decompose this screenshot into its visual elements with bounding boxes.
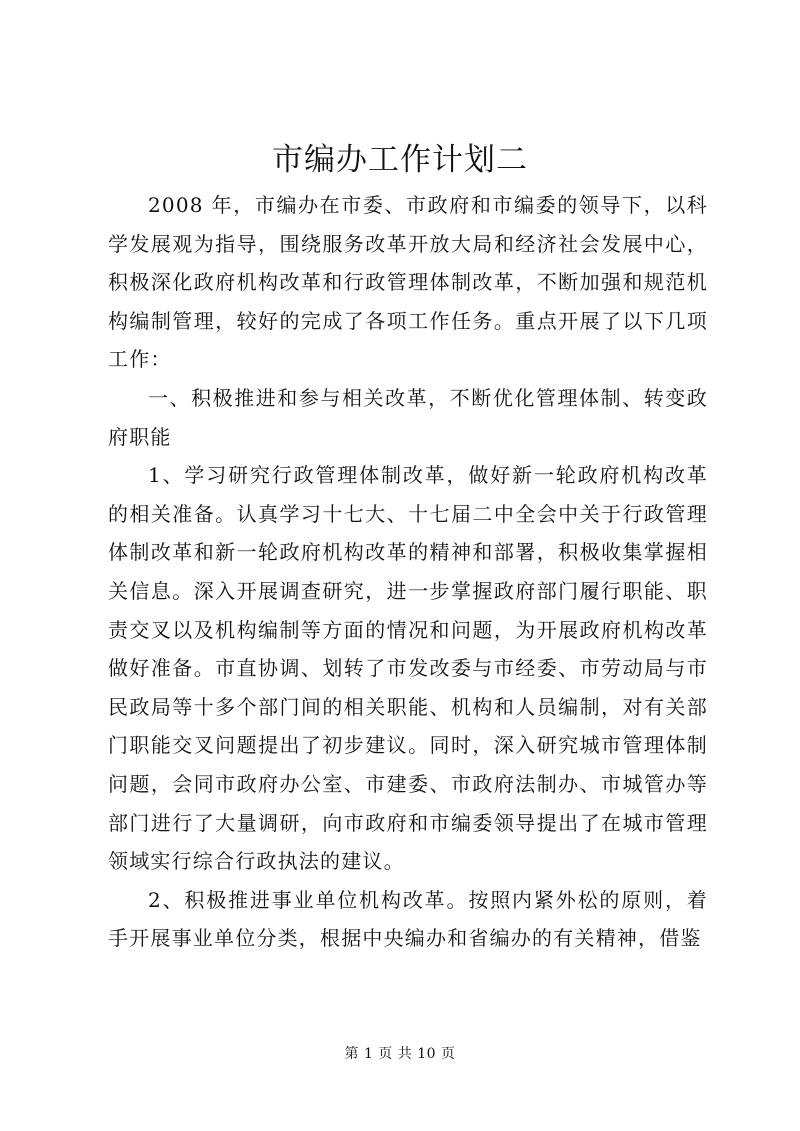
paragraph-item-1: 1、学习研究行政管理体制改革，做好新一轮政府机构改革的相关准备。认真学习十七大、十七届二中全会中关于行政管理体制改革和新一轮政府机构改革的精神和部署，积极收集掌握相关信息。深入开展调查研究，进一步掌握政府部门履行职能、职责交叉以及机构编制等方面的情况和问题，为开展政府机构改革做好准备。市直协调、划转了市发改委与市经委、市劳动局与市民政局等十多个部门间的相关职能、机构和人员编制，对有关部门职能交叉问题提出了初步建议。同时，深入研究城市管理体制问题，会同市政府办公室、市建委、市政府法制办、市城管办等部门进行了大量调研，向市政府和市编委领导提出了在城市管理领域实行综合行政执法的建议。 — [108, 463, 708, 874]
paragraph-intro: 2008 年，市编办在市委、市政府和市编委的领导下，以科学发展观为指导，围绕服务改革开放大局和经济社会发展中心，积极深化政府机构改革和行政管理体制改革，不断加强和规范机构编制管理，较好的完成了各项工作任务。重点开展了以下几项工作： — [108, 193, 708, 372]
paragraph-section-heading-1: 一、积极推进和参与相关改革，不断优化管理体制、转变政府职能 — [108, 385, 708, 449]
document-body — [108, 186, 708, 958]
document-title: 市编办工作计划二 — [272, 142, 528, 178]
paragraph-item-2: 2、积极推进事业单位机构改革。按照内紧外松的原则，着手开展事业单位分类，根据中央编办和省编办的有关精神，借鉴 — [108, 887, 708, 951]
page-number-footer: 第 1 页 共 10 页 — [344, 1046, 456, 1062]
